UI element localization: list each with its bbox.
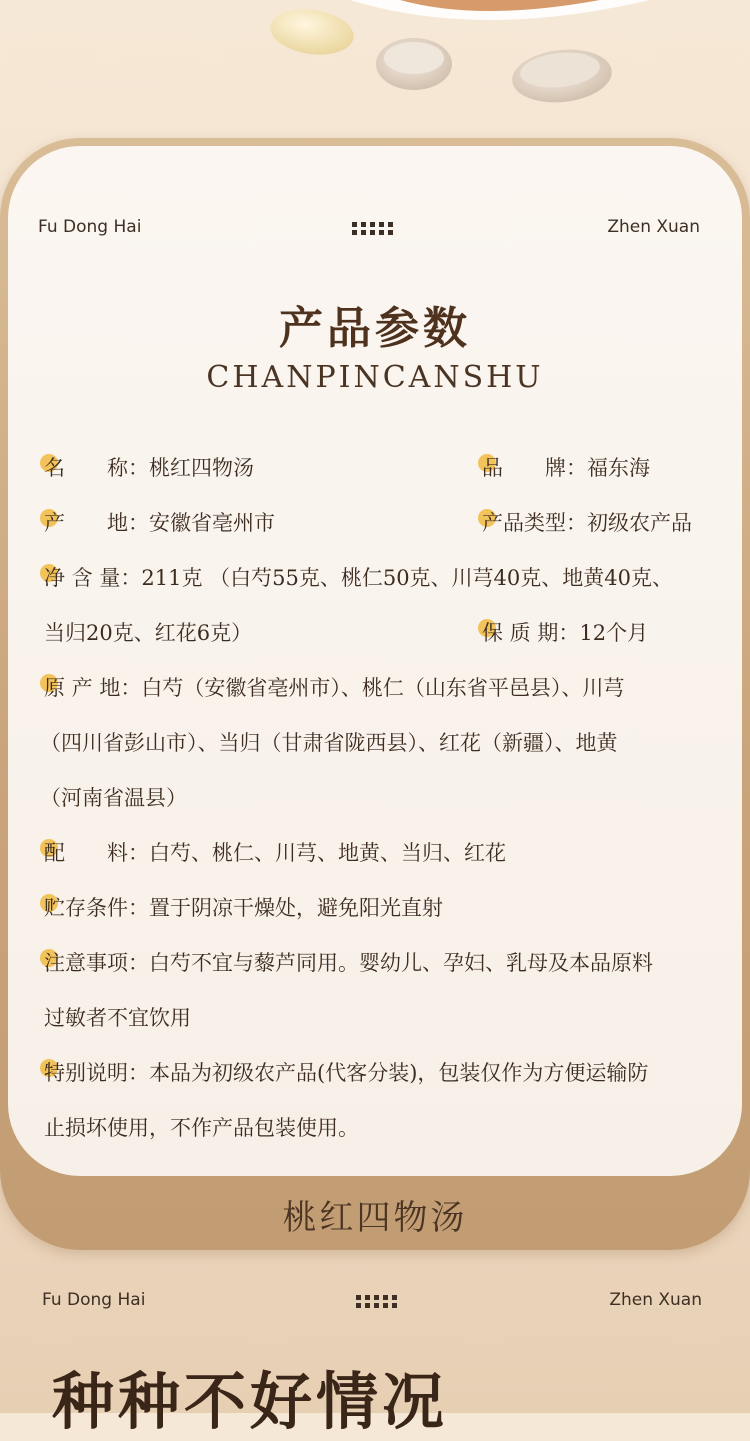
dots-icon <box>352 222 392 236</box>
ingredients-decoration <box>0 0 750 130</box>
brand-right: Zhen Xuan <box>609 1290 702 1310</box>
param-notes: 注意事项：白芍不宜与藜芦同用。婴幼儿、孕妇、乳母及本品原料 <box>44 947 653 977</box>
param-shelf-life: 保 质 期：12个月 <box>482 617 648 647</box>
param-source: 原 产 地：白芍（安徽省亳州市）、桃仁（山东省平邑县）、川芎 <box>44 672 624 702</box>
param-net-weight: 净 含 量：211克 （白芍55克、桃仁50克、川芎40克、地黄40克、 <box>44 562 673 592</box>
param-source-cont-1: （四川省彭山市）、当归（甘肃省陇西县）、红花（新疆）、地黄 <box>40 731 618 755</box>
param-storage: 贮存条件：置于阴凉干燥处，避免阳光直射 <box>44 892 443 922</box>
brand-header <box>0 217 750 241</box>
param-origin: 产 地：安徽省亳州市 <box>44 507 275 537</box>
brand-left: Fu Dong Hai <box>38 217 142 237</box>
param-special: 特别说明：本品为初级农产品(代客分装)，包装仅作为方便运输防 <box>44 1057 648 1087</box>
section-heading: 种种不好情况 <box>52 1365 449 1438</box>
dots-icon <box>356 1295 396 1309</box>
param-source-cont-2: （河南省温县） <box>40 786 187 810</box>
param-net-weight-cont: 当归20克、红花6克） <box>44 621 253 645</box>
page-title: 产品参数 <box>279 303 471 354</box>
brand-header-2 <box>0 1290 750 1314</box>
brand-right: Zhen Xuan <box>607 217 700 237</box>
page-subtitle: CHANPINCANSHU <box>206 360 544 395</box>
param-special-cont: 止损坏使用，不作产品包装使用。 <box>44 1116 359 1140</box>
param-notes-cont: 过敏者不宜饮用 <box>44 1006 191 1030</box>
param-type: 产品类型：初级农产品 <box>482 507 692 537</box>
param-brand: 品 牌：福东海 <box>482 452 650 482</box>
product-name: 桃红四物汤 <box>282 1198 468 1238</box>
param-ingredients: 配 料：白芍、桃仁、川芎、地黄、当归、红花 <box>44 837 506 867</box>
brand-left: Fu Dong Hai <box>42 1290 146 1310</box>
param-name: 名 称：桃红四物汤 <box>44 452 254 482</box>
